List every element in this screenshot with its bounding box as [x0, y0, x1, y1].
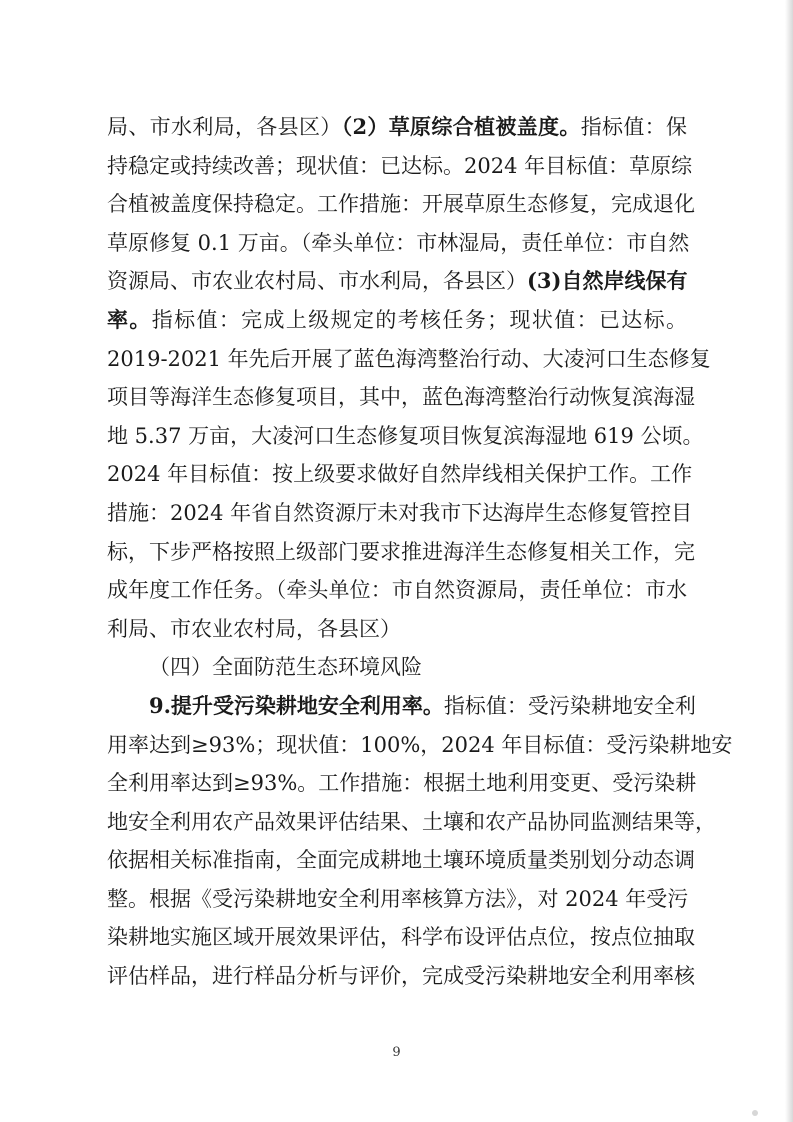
bold-indicator-title: 9.提升受污染耕地安全利用率。: [149, 692, 444, 718]
section-heading: [107, 648, 687, 687]
text-line: 用率达到≥93%；现状值：100%，2024 年目标值：受污染耕地安: [107, 732, 733, 757]
text-line: [107, 301, 687, 340]
bold-indicator-title: 率。: [107, 306, 152, 332]
text-line: 成年度工作任务。（牵头单位：市自然资源局，责任单位：市水: [107, 578, 687, 603]
text-line: 标，下步严格按照上级部门要求推进海洋生态修复相关工作，完: [107, 539, 695, 564]
text-line: [107, 108, 687, 147]
page-number: 9: [392, 1045, 401, 1060]
text-line: 整。根据《受污染耕地安全利用率核算方法》，对 2024 年受污: [107, 886, 689, 911]
text-line: 地安全利用农产品效果评估结果、土壤和农产品协同监测结果等，: [107, 809, 716, 834]
scan-artifact: [752, 1110, 758, 1116]
text-line: 地 5.37 万亩，大凌河口生态修复项目恢复滨海湿地 619 公顷。: [107, 423, 704, 448]
text-line: 措施：2024 年省自然资源厅未对我市下达海岸生态修复管控目: [107, 500, 693, 525]
bold-indicator-title: (3)自然岸线保有: [527, 268, 688, 294]
bold-indicator-title: （2）草原综合植被盖度。: [341, 114, 581, 139]
text-run: 局、市水利局，各县区）: [107, 115, 342, 139]
text-line: 利局、市农业农村局，各县区）: [107, 616, 401, 641]
paragraph-farmland-safety: [107, 687, 733, 996]
scan-edge-shadow: [785, 0, 793, 1122]
text-run: 指标值：保: [580, 115, 688, 139]
text-line: 持稳定或持续改善；现状值：已达标。2024 年目标值：草原综: [107, 153, 693, 178]
text-line: 草原修复 0.1 万亩。（牵头单位：市林湿局，责任单位：市自然: [107, 230, 690, 255]
text-line: [107, 262, 687, 301]
body-text: [107, 108, 733, 996]
section-heading-text: （四）全面防范生态环境风险: [149, 655, 422, 680]
text-run: 资源局、市农业农村局、市水利局，各县区）: [107, 269, 527, 294]
text-line: 2024 年目标值：按上级要求做好自然岸线相关保护工作。工作: [107, 462, 693, 487]
text-line: 评估样品，进行样品分析与评价，完成受污染耕地安全利用率核: [107, 964, 695, 989]
text-line: 全利用率达到≥93%。工作措施：根据土地利用变更、受污染耕: [107, 771, 697, 796]
paragraph-grassland-coastline: [107, 108, 711, 648]
text-line: 合植被盖度保持稳定。工作措施：开展草原生态修复，完成退化: [107, 192, 695, 217]
text-line: 2019-2021 年先后开展了蓝色海湾整治行动、大凌河口生态修复: [107, 346, 711, 371]
text-line: [107, 687, 696, 726]
text-run: 指标值：受污染耕地安全利: [443, 693, 696, 718]
text-line: 项目等海洋生态修复项目，其中，蓝色海湾整治行动恢复滨海湿: [107, 385, 695, 410]
text-run: 指标值：完成上级规定的考核任务；现状值：已达标。: [151, 307, 688, 332]
text-line: 染耕地实施区域开展效果评估，科学布设评估点位，按点位抽取: [107, 925, 695, 950]
text-line: 依据相关标准指南，全面完成耕地土壤环境质量类别划分动态调: [107, 848, 695, 873]
